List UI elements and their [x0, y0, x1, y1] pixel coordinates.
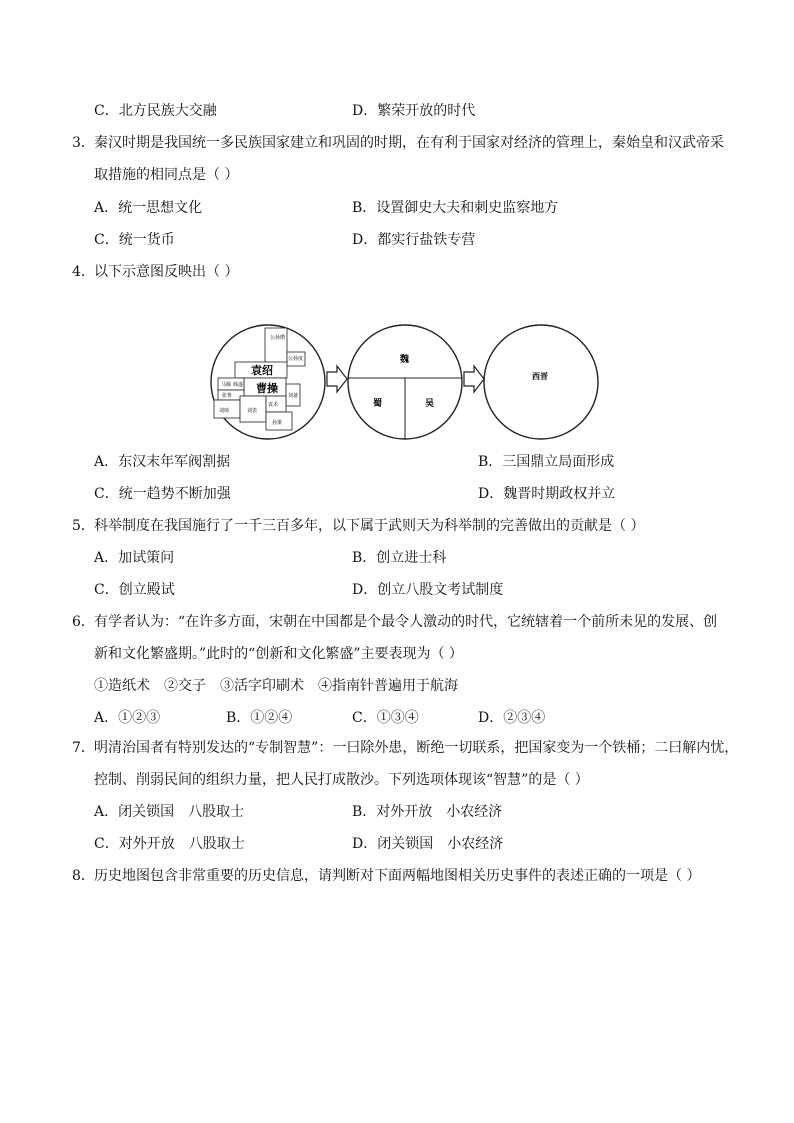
q7-number: 7．: [72, 740, 95, 756]
q4-stem-line1: 以下示意图反映出（ ）: [94, 264, 239, 280]
q6-stem-line1: 有学者认为：“在许多方面，宋朝在中国都是个最令人激动的时代，它统辖着一个前所未见的发展、创: [94, 614, 718, 630]
label-caocao: 曹操: [256, 382, 278, 395]
label-gongsundu: 公孙度: [288, 356, 304, 362]
q7-stem-line2: 控制、削弱民间的组织力量，把人民打成散沙。下列选项体现该“智慧”的是（ ）: [94, 772, 589, 788]
q5-number: 5．: [72, 518, 95, 534]
q4-number: 4．: [72, 264, 95, 280]
q4-option-d: D．魏晋时期政权并立: [478, 486, 616, 502]
q6-items: ①造纸术 ②交子 ③活字印刷术 ④指南针普遍用于航海: [94, 678, 458, 694]
q3-number: 3．: [72, 135, 95, 151]
arrow-icon-1: [327, 366, 347, 392]
label-sunce: 孙策: [272, 420, 283, 426]
q3-option-c: C．统一货币: [94, 232, 175, 248]
label-shu: 蜀: [373, 399, 383, 409]
q2-option-d: D．繁荣开放的时代: [352, 103, 476, 119]
label-gongsunzan: 公孙瓒: [270, 335, 286, 341]
arrow-icon-2: [464, 366, 484, 392]
q7-option-c: C．对外开放 八股取士: [94, 836, 245, 852]
q6-option-c: C．①③④: [352, 710, 419, 726]
q3-stem-line2: 取措施的相同点是（ ）: [94, 167, 239, 183]
label-mateng: 马腾: [221, 382, 232, 388]
q8-number: 8．: [72, 868, 95, 884]
q5-option-b: B．创立进士科: [352, 550, 447, 566]
label-zhanglu: 张鲁: [222, 393, 233, 399]
label-wei: 魏: [400, 355, 410, 365]
warlords-circle: [211, 325, 325, 439]
western-jin-circle: [484, 325, 598, 439]
label-yuanshao: 袁绍: [251, 364, 273, 377]
q6-option-d: D．②③④: [478, 710, 546, 726]
q3-option-a: A．统一思想文化: [94, 200, 203, 216]
label-yuanshu: 袁术: [268, 402, 279, 408]
q4-option-c: C．统一趋势不断加强: [94, 486, 231, 502]
q5-option-c: C．创立殿试: [94, 582, 175, 598]
q7-stem-line1: 明清治国者有特别发达的“专制智慧”：一曰除外患，断绝一切联系，把国家变为一个铁桶；二曰解内忧，: [94, 740, 739, 756]
q5-stem-line1: 科举制度在我国施行了一千三百多年，以下属于武则天为科举制的完善做出的贡献是（ ）: [94, 518, 645, 534]
three-kingdoms-circle: [348, 325, 462, 439]
q3-stem-line1: 秦汉时期是我国统一多民族国家建立和巩固的时期，在有利于国家对经济的管理上，秦始皇和汉武帝采: [94, 135, 724, 151]
q3-option-d: D．都实行盐铁专营: [352, 232, 476, 248]
q2-option-c: C．北方民族大交融: [94, 103, 217, 119]
q4-option-a: A．东汉末年军阀割据: [94, 454, 231, 470]
q3-option-b: B．设置御史大夫和刺史监察地方: [352, 200, 559, 216]
q6-option-a: A．①②③: [94, 710, 161, 726]
label-liuzhang: 刘璋: [219, 408, 230, 414]
label-liubei: 刘备: [288, 393, 299, 399]
q5-option-d: D．创立八股文考试制度: [352, 582, 504, 598]
q5-option-a: A．加试策问: [94, 550, 175, 566]
q6-stem-line2: 新和文化繁盛期。”此时的“创新和文化繁盛”主要表现为（ ）: [94, 646, 463, 662]
label-hansui: 韩遂: [233, 382, 244, 388]
q4-option-b: B．三国鼎立局面形成: [478, 454, 615, 470]
q6-number: 6．: [72, 614, 95, 630]
q7-option-b: B．对外开放 小农经济: [352, 804, 503, 820]
label-liubiao: 刘表: [247, 408, 258, 414]
q7-option-a: A．闭关锁国 八股取士: [94, 804, 245, 820]
label-wu: 吴: [425, 399, 435, 409]
q8-stem-line1: 历史地图包含非常重要的历史信息，请判断对下面两幅地图相关历史事件的表述正确的一项是（ ）: [94, 868, 701, 884]
label-xijin: 西晋: [532, 371, 548, 381]
q6-option-b: B．①②④: [226, 710, 293, 726]
q7-option-d: D．闭关锁国 小农经济: [352, 836, 504, 852]
q4-diagram: [200, 322, 600, 442]
